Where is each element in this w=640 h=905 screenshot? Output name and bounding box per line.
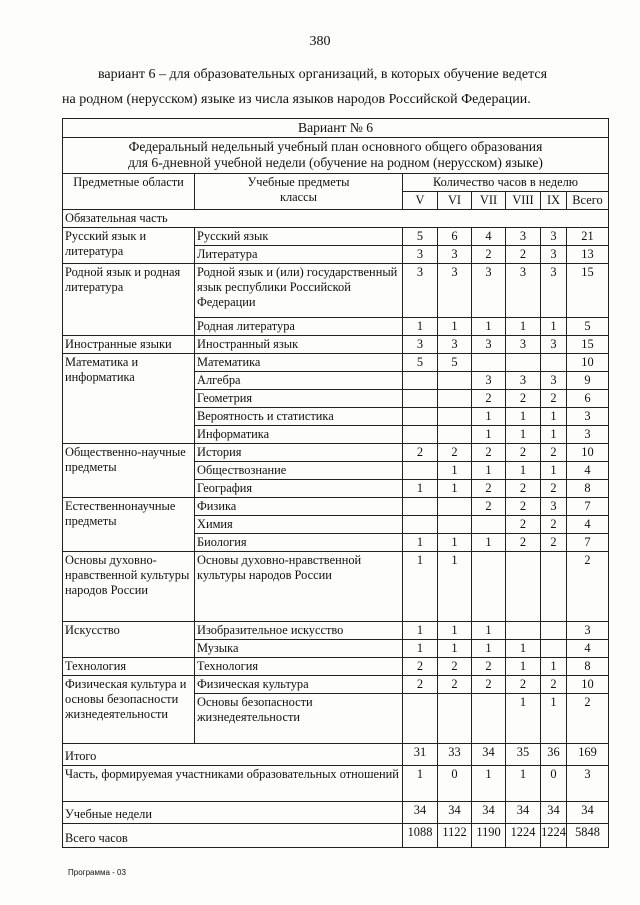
hours-cell: 1 (472, 622, 506, 640)
hours-cell: 3 (506, 228, 541, 246)
hours-cell (403, 694, 438, 744)
hours-cell: 2 (472, 444, 506, 462)
hours-cell: 2 (403, 676, 438, 694)
hours-cell: 13 (567, 246, 609, 264)
subject-name: Информатика (195, 426, 403, 444)
hours-cell: 6 (438, 228, 472, 246)
hours-cell: 3 (403, 246, 438, 264)
subject-name: Геометрия (195, 390, 403, 408)
subject-area: Искусство (63, 622, 195, 658)
hours-cell (438, 498, 472, 516)
hours-cell: 2 (403, 658, 438, 676)
hours-cell: 1 (403, 534, 438, 552)
hours-cell: 1 (403, 480, 438, 498)
hours-cell: 5 (403, 228, 438, 246)
hours-cell: 3 (541, 372, 567, 390)
participants-row (63, 766, 609, 802)
hours-cell: 1 (403, 552, 438, 622)
hours-cell: 7 (567, 498, 609, 516)
hours-cell (438, 426, 472, 444)
subject-name: Основы духовно-нравственной культуры народов России (195, 552, 403, 622)
hours-cell: 1 (438, 640, 472, 658)
hours-cell: 2 (438, 444, 472, 462)
hours-cell: 1 (438, 552, 472, 622)
hours-cell: 1 (506, 694, 541, 744)
hours-cell: 1 (472, 766, 506, 802)
hours-cell (403, 516, 438, 534)
subject-name: Музыка (195, 640, 403, 658)
hours-cell: 2 (472, 498, 506, 516)
section-mandatory: Обязательная часть (63, 210, 609, 228)
subject-name: Химия (195, 516, 403, 534)
hours-cell: 3 (472, 336, 506, 354)
header-subjects-line-1: Учебные предметы (247, 175, 350, 189)
hours-cell: 4 (472, 228, 506, 246)
hours-cell: 3 (472, 264, 506, 318)
hours-cell (403, 408, 438, 426)
subject-area: Физическая культура и основы безопасности жизнедеятельности (63, 676, 195, 744)
hours-cell (403, 462, 438, 480)
grade-header: VI (438, 192, 472, 210)
hours-cell: 10 (567, 676, 609, 694)
hours-cell: 3 (541, 228, 567, 246)
header-subjects-line-2: классы (279, 190, 318, 204)
subject-row (63, 676, 609, 694)
hours-cell: 2 (438, 676, 472, 694)
hours-cell: 1 (541, 658, 567, 676)
header-hours-per-week: Количество часов в неделю (403, 174, 609, 192)
hours-cell: 4 (567, 640, 609, 658)
subject-area: Русский язык и литература (63, 228, 195, 264)
hours-cell: 1 (472, 408, 506, 426)
subject-name: Русский язык (195, 228, 403, 246)
hours-cell: 3 (567, 622, 609, 640)
hours-cell: 2 (506, 390, 541, 408)
hours-cell: 3 (438, 246, 472, 264)
hours-cell: 1 (506, 658, 541, 676)
hours-cell: 3 (541, 264, 567, 318)
hours-cell: 6 (567, 390, 609, 408)
grade-header: IX (541, 192, 567, 210)
hours-cell: 3 (438, 264, 472, 318)
subject-row (63, 354, 609, 372)
subject-row (63, 228, 609, 246)
subject-row (63, 444, 609, 462)
hours-cell: 1 (506, 462, 541, 480)
hours-cell: 1 (403, 766, 438, 802)
weeks-label: Учебные недели (63, 802, 403, 824)
subject-area: Иностранные языки (63, 336, 195, 354)
subject-name: Математика (195, 354, 403, 372)
hours-cell: 3 (438, 336, 472, 354)
hours-cell: 1 (403, 318, 438, 336)
hours-cell: 1 (438, 534, 472, 552)
hours-cell: 3 (541, 498, 567, 516)
hours-cell (403, 390, 438, 408)
hours-cell: 36 (541, 744, 567, 766)
hours-cell: 2 (567, 552, 609, 622)
header-subject-areas: Предметные области (63, 174, 195, 210)
hours-cell: 1224 (541, 824, 567, 848)
page-number: 380 (309, 34, 331, 49)
hours-cell: 8 (567, 480, 609, 498)
hours-cell: 5848 (567, 824, 609, 848)
plan-title-line-2: для 6-дневной учебной недели (обучение на родном (нерусском) языке) (128, 155, 543, 170)
hours-cell: 31 (403, 744, 438, 766)
hours-cell: 33 (438, 744, 472, 766)
hours-cell (472, 516, 506, 534)
hours-cell: 1224 (506, 824, 541, 848)
hours-cell: 3 (567, 408, 609, 426)
subject-row (63, 498, 609, 516)
hours-cell: 2 (541, 444, 567, 462)
hours-cell: 3 (541, 246, 567, 264)
subject-name: Вероятность и статистика (195, 408, 403, 426)
curriculum-table (62, 118, 609, 848)
participants-label: Часть, формируемая участниками образовательных отношений (63, 766, 403, 802)
subject-name: Изобразительное искусство (195, 622, 403, 640)
hours-cell: 5 (403, 354, 438, 372)
subject-row (63, 336, 609, 354)
subject-row (63, 552, 609, 622)
hours-cell: 34 (438, 802, 472, 824)
subject-area: Технология (63, 658, 195, 676)
grade-header: VIII (506, 192, 541, 210)
hours-cell (438, 694, 472, 744)
total-row (63, 744, 609, 766)
hours-cell: 10 (567, 354, 609, 372)
hours-cell (438, 408, 472, 426)
hours-cell: 1 (506, 640, 541, 658)
grade-header: Всего (567, 192, 609, 210)
hours-cell: 0 (438, 766, 472, 802)
hours-cell: 2 (541, 676, 567, 694)
hours-cell: 3 (541, 336, 567, 354)
subject-name: Родная литература (195, 318, 403, 336)
hours-cell: 35 (506, 744, 541, 766)
hours-cell: 15 (567, 264, 609, 318)
hours-cell: 21 (567, 228, 609, 246)
total-label: Итого (63, 744, 403, 766)
hours-cell: 2 (472, 480, 506, 498)
hours-row (63, 824, 609, 848)
hours-cell: 1 (541, 426, 567, 444)
hours-cell: 2 (403, 444, 438, 462)
hours-cell: 3 (567, 426, 609, 444)
hours-cell: 3 (403, 336, 438, 354)
hours-cell: 2 (472, 676, 506, 694)
hours-cell: 0 (541, 766, 567, 802)
hours-cell (541, 354, 567, 372)
hours-cell: 2 (506, 480, 541, 498)
weeks-row (63, 802, 609, 824)
hours-cell (438, 390, 472, 408)
hours-cell: 34 (506, 802, 541, 824)
hours-cell: 1 (541, 318, 567, 336)
hours-cell (506, 622, 541, 640)
subject-name: Физическая культура (195, 676, 403, 694)
hours-cell: 3 (472, 372, 506, 390)
hours-cell: 2 (541, 390, 567, 408)
hours-cell: 3 (567, 766, 609, 802)
hours-cell: 2 (506, 246, 541, 264)
hours-cell: 1 (472, 462, 506, 480)
plan-title-line-1: Федеральный недельный учебный план основного общего образования (128, 139, 543, 154)
hours-cell: 2 (541, 516, 567, 534)
hours-cell: 34 (472, 744, 506, 766)
subject-area: Родной язык и родная литература (63, 264, 195, 336)
hours-cell (403, 426, 438, 444)
hours-cell: 1 (506, 318, 541, 336)
subject-name: Алгебра (195, 372, 403, 390)
hours-cell: 3 (506, 264, 541, 318)
hours-cell: 2 (541, 534, 567, 552)
hours-cell: 4 (567, 516, 609, 534)
hours-cell (403, 372, 438, 390)
subject-area: Математика и информатика (63, 354, 195, 444)
hours-cell: 5 (438, 354, 472, 372)
subject-area: Естественнонаучные предметы (63, 498, 195, 552)
hours-cell: 2 (506, 534, 541, 552)
hours-cell: 2 (506, 676, 541, 694)
hours-cell (472, 694, 506, 744)
subject-name: Физика (195, 498, 403, 516)
hours-label: Всего часов (63, 824, 403, 848)
hours-cell (506, 552, 541, 622)
intro-paragraph (62, 62, 608, 112)
subject-area: Общественно-научные предметы (63, 444, 195, 498)
hours-cell (541, 640, 567, 658)
hours-cell: 1088 (403, 824, 438, 848)
hours-cell: 1 (438, 462, 472, 480)
hours-cell (403, 498, 438, 516)
hours-cell: 2 (506, 444, 541, 462)
hours-cell: 1 (472, 318, 506, 336)
hours-cell: 1 (438, 622, 472, 640)
intro-line-1: вариант 6 – для образовательных организаций, в которых обучение ведется (98, 67, 548, 82)
subject-area: Основы духовно-нравственной культуры народов России (63, 552, 195, 622)
hours-cell: 1 (438, 480, 472, 498)
hours-cell: 1 (506, 766, 541, 802)
hours-cell: 169 (567, 744, 609, 766)
subject-name: История (195, 444, 403, 462)
hours-cell: 2 (506, 498, 541, 516)
subject-name: Литература (195, 246, 403, 264)
subject-name: Основы безопасности жизнедеятельности (195, 694, 403, 744)
grade-header: V (403, 192, 438, 210)
hours-cell: 2 (567, 694, 609, 744)
subject-name: Иностранный язык (195, 336, 403, 354)
hours-cell: 1 (506, 426, 541, 444)
subject-name: Обществознание (195, 462, 403, 480)
hours-cell: 1 (438, 318, 472, 336)
hours-cell: 1 (472, 534, 506, 552)
hours-cell: 4 (567, 462, 609, 480)
subject-name: География (195, 480, 403, 498)
hours-cell (541, 622, 567, 640)
hours-cell (438, 372, 472, 390)
intro-line-2: на родном (нерусском) языке из числа языков народов Российской Федерации. (62, 92, 531, 107)
hours-cell: 2 (438, 658, 472, 676)
hours-cell (506, 354, 541, 372)
subject-name: Технология (195, 658, 403, 676)
subject-name: Родной язык и (или) государственный язык республики Российской Федерации (195, 264, 403, 318)
subject-row (63, 622, 609, 640)
hours-cell: 10 (567, 444, 609, 462)
variant-title: Вариант № 6 (63, 119, 609, 138)
hours-cell: 34 (567, 802, 609, 824)
hours-cell (438, 516, 472, 534)
hours-cell: 1 (403, 640, 438, 658)
hours-cell: 8 (567, 658, 609, 676)
hours-cell: 2 (472, 658, 506, 676)
hours-cell: 1 (506, 408, 541, 426)
hours-cell: 3 (403, 264, 438, 318)
hours-cell: 2 (472, 246, 506, 264)
hours-cell: 2 (541, 480, 567, 498)
hours-cell: 7 (567, 534, 609, 552)
hours-cell: 3 (506, 336, 541, 354)
hours-cell: 1 (403, 622, 438, 640)
subject-row (63, 658, 609, 676)
hours-cell: 1 (541, 694, 567, 744)
plan-title (63, 138, 609, 174)
hours-cell: 1 (472, 640, 506, 658)
hours-cell: 5 (567, 318, 609, 336)
hours-cell (541, 552, 567, 622)
hours-cell: 3 (506, 372, 541, 390)
hours-cell: 1190 (472, 824, 506, 848)
footer-program-code: Программа - 03 (68, 868, 126, 877)
header-subjects (195, 174, 403, 210)
hours-cell: 1 (541, 462, 567, 480)
hours-cell (472, 552, 506, 622)
hours-cell (472, 354, 506, 372)
subject-row (63, 264, 609, 318)
hours-cell: 1 (472, 426, 506, 444)
hours-cell: 2 (506, 516, 541, 534)
hours-cell: 34 (472, 802, 506, 824)
hours-cell: 9 (567, 372, 609, 390)
hours-cell: 2 (472, 390, 506, 408)
hours-cell: 34 (403, 802, 438, 824)
hours-cell: 1122 (438, 824, 472, 848)
hours-cell: 34 (541, 802, 567, 824)
hours-cell: 15 (567, 336, 609, 354)
hours-cell: 1 (541, 408, 567, 426)
grade-header: VII (472, 192, 506, 210)
subject-name: Биология (195, 534, 403, 552)
